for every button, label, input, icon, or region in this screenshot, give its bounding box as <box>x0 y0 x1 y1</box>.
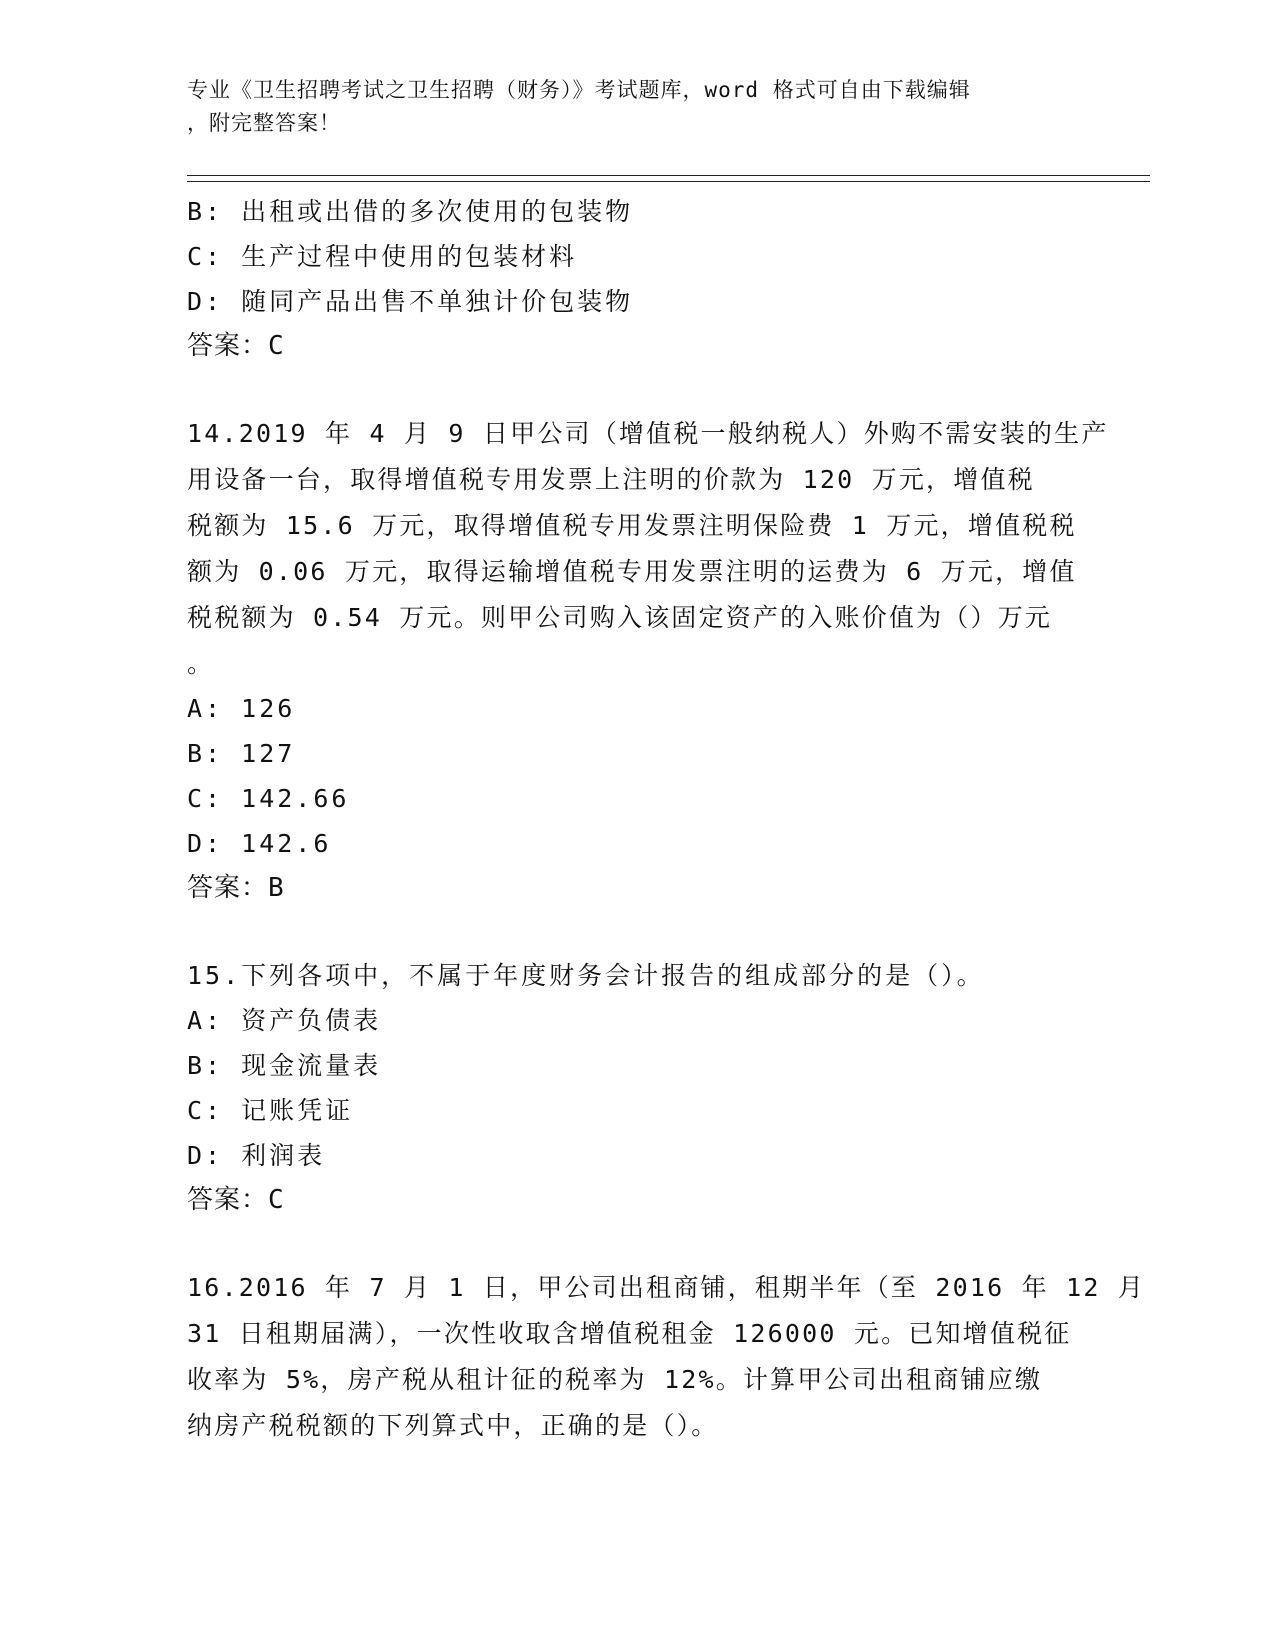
option-a: A: 126 <box>187 694 296 723</box>
question-text-line: 用设备一台，取得增值税专用发票上注明的价款为 120 万元，增值税 <box>187 465 1035 494</box>
question-text-line: 税额为 15.6 万元，取得增值税专用发票注明保险费 1 万元，增值税税 <box>187 511 1077 540</box>
option-c: C: 142.66 <box>187 784 350 813</box>
option-b: B: 现金流量表 <box>187 1051 382 1080</box>
spacer <box>187 369 1087 411</box>
option-b: B: 127 <box>187 739 296 768</box>
spacer <box>187 911 1087 953</box>
option-a: A: 资产负债表 <box>187 1006 382 1035</box>
option-d: D: 随同产品出售不单独计价包装物 <box>187 287 634 316</box>
question-text-line: 纳房产税税额的下列算式中，正确的是（）。 <box>187 1411 719 1440</box>
answer: 答案：C <box>187 331 285 361</box>
header-line-1: 专业《卫生招聘考试之卫生招聘（财务）》考试题库，word 格式可自由下载编辑 <box>187 78 971 102</box>
question-text-line: 。 <box>187 649 216 678</box>
question-text-line: 14.2019 年 4 月 9 日甲公司（增值税一般纳税人）外购不需安装的生产 <box>187 419 1109 448</box>
question-16 <box>187 1265 1146 1449</box>
option-d: D: 利润表 <box>187 1141 326 1170</box>
option-d: D: 142.6 <box>187 829 332 858</box>
spacer <box>187 1223 1087 1265</box>
header-line-2: ，附完整答案！ <box>187 111 341 135</box>
question-text-line: 收率为 5%，房产税从租计征的税率为 12%。计算甲公司出租商铺应缴 <box>187 1365 1043 1394</box>
document-body <box>187 189 1146 1449</box>
document-header <box>187 74 1067 140</box>
answer: 答案：C <box>187 1185 285 1215</box>
question-15 <box>187 953 1087 1223</box>
header-divider-top <box>187 175 1150 176</box>
header-divider-bottom <box>187 181 1150 182</box>
question-text-line: 额为 0.06 万元，取得运输增值税专用发票注明的运费为 6 万元，增值 <box>187 557 1077 586</box>
question-13 <box>187 189 1087 369</box>
option-c: C: 记账凭证 <box>187 1096 354 1125</box>
question-14 <box>187 411 1109 911</box>
question-text-line: 16.2016 年 7 月 1 日，甲公司出租商铺，租期半年（至 2016 年 12 月 <box>187 1273 1146 1302</box>
option-b: B: 出租或出借的多次使用的包装物 <box>187 197 634 226</box>
option-c: C: 生产过程中使用的包装材料 <box>187 242 578 271</box>
question-text-line: 税税额为 0.54 万元。则甲公司购入该固定资产的入账价值为（）万元 <box>187 603 1053 632</box>
question-text-line: 31 日租期届满），一次性收取含增值税租金 126000 元。已知增值税征 <box>187 1319 1072 1348</box>
question-text-line: 15.下列各项中，不属于年度财务会计报告的组成部分的是（）。 <box>187 961 985 990</box>
answer: 答案：B <box>187 873 285 903</box>
